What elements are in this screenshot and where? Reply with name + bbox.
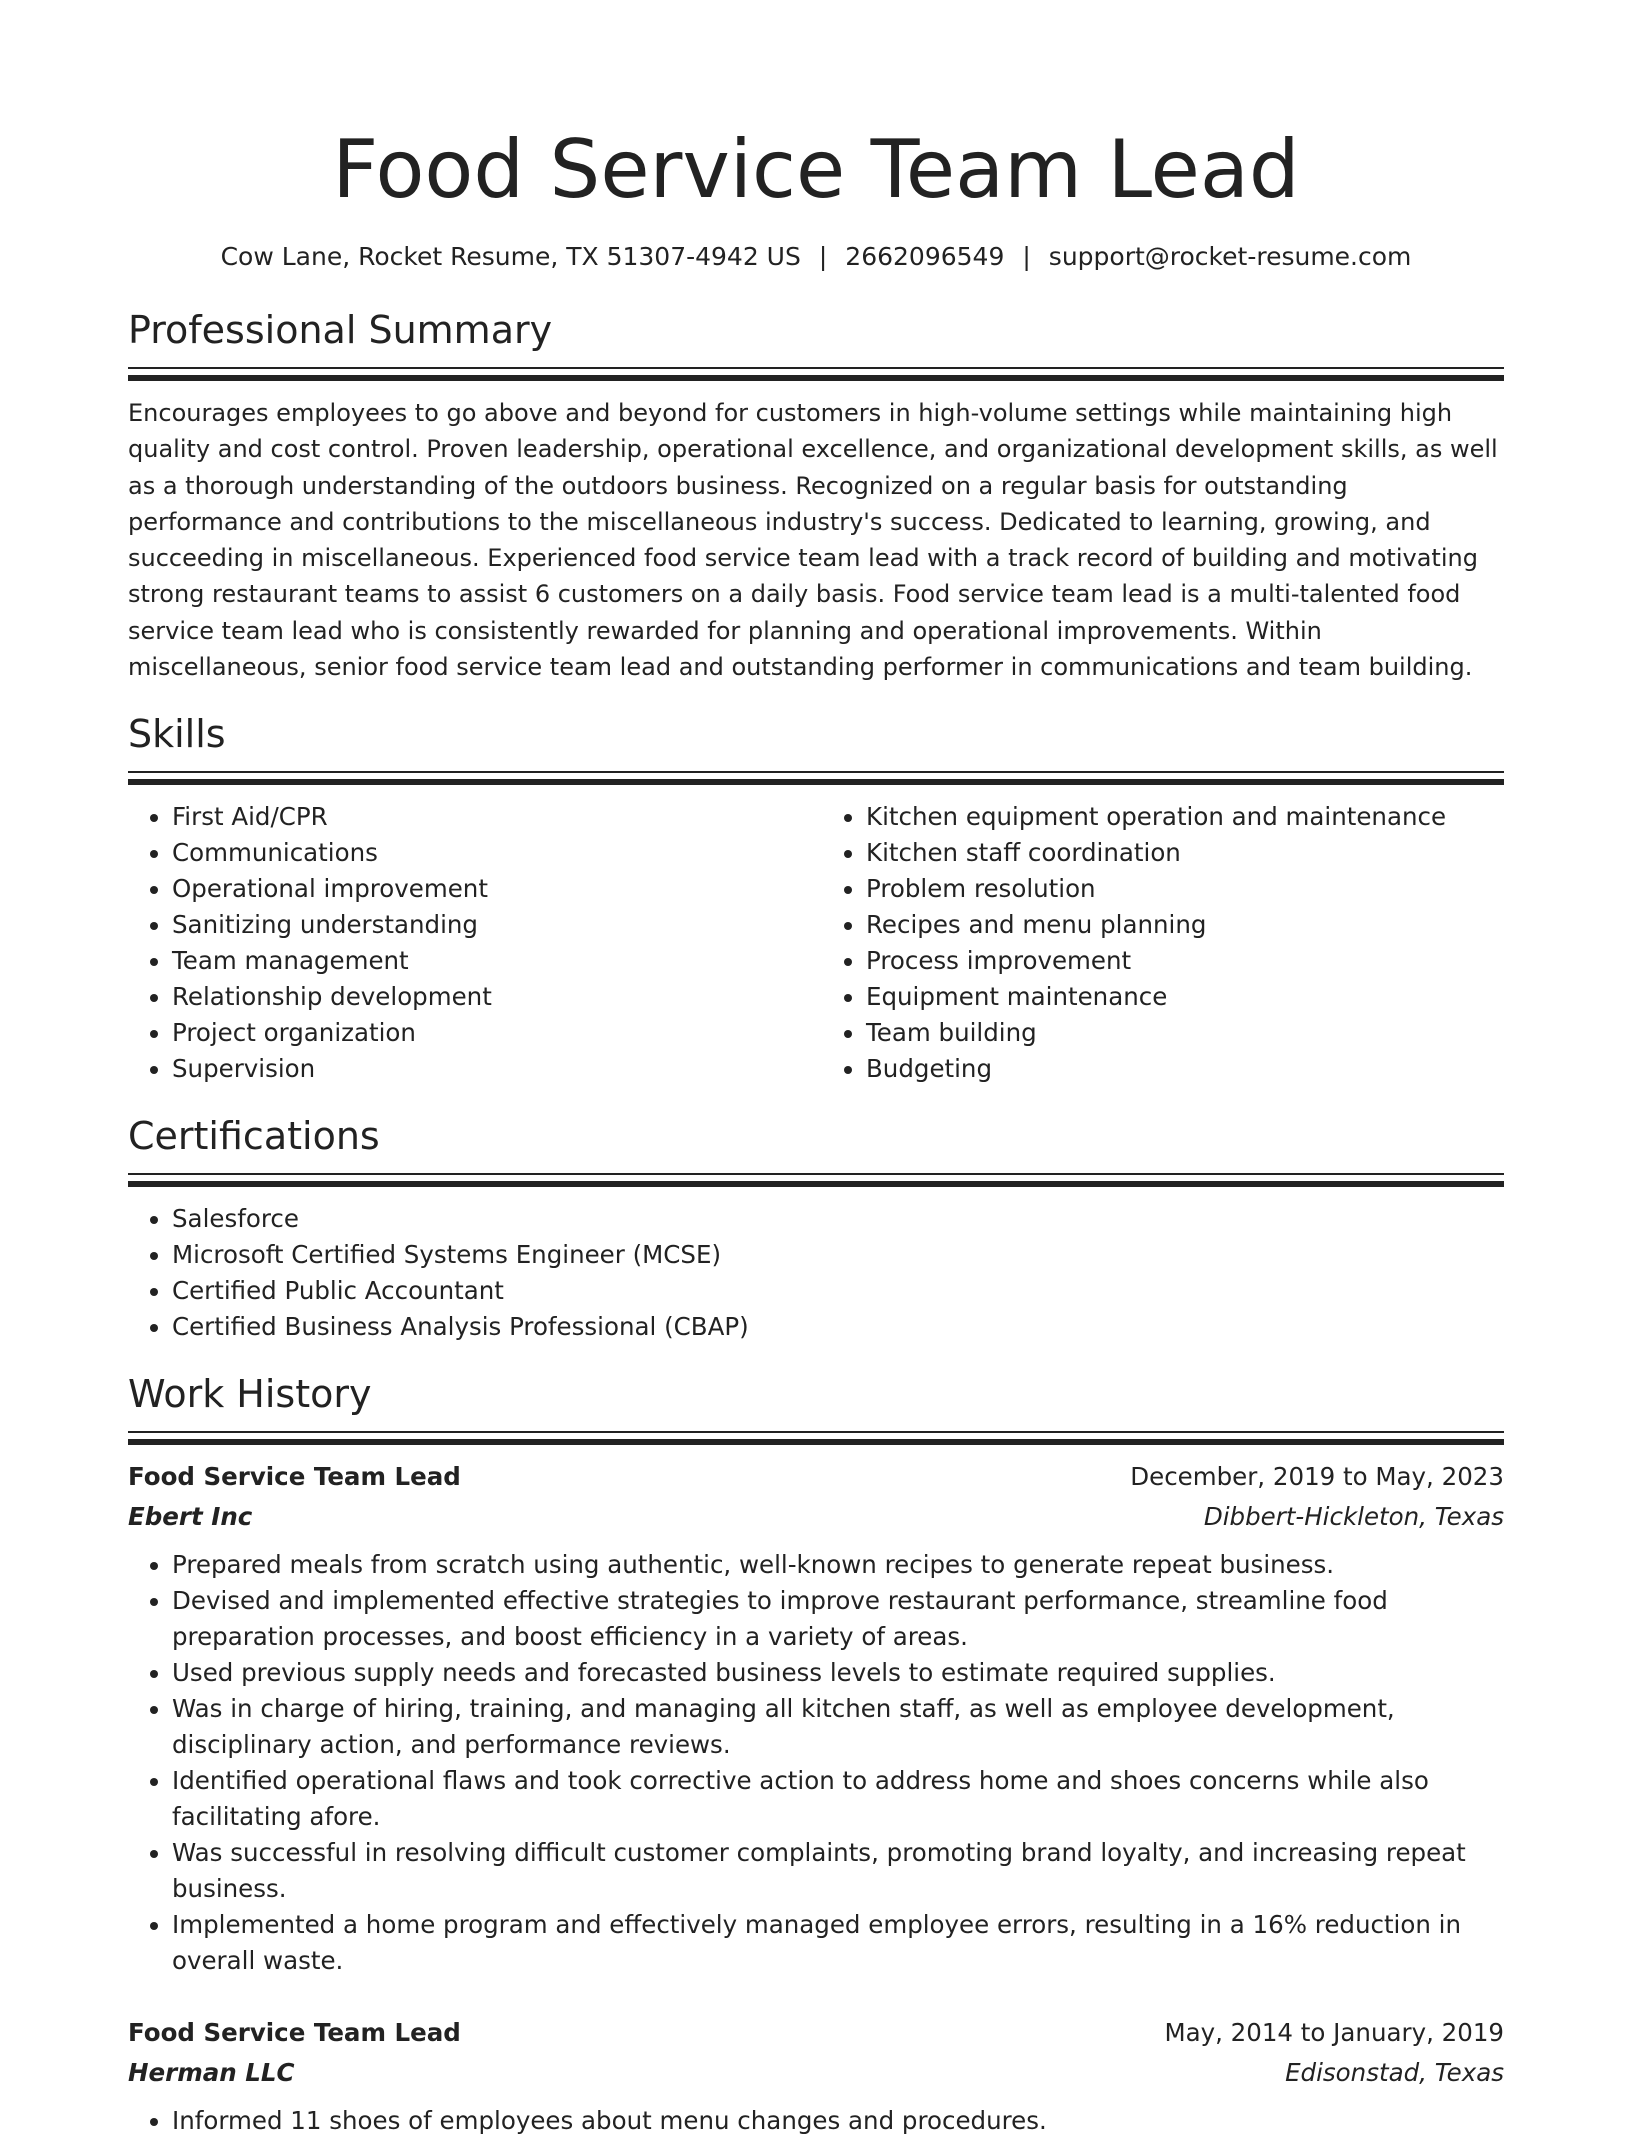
skills-column-left [128,799,816,1087]
job-dates: May, 2014 to January, 2019 [1164,2018,1504,2048]
section-divider [128,367,1504,381]
job-employer: Ebert Inc [128,1502,253,1532]
certification-item: • Salesforce [172,1201,1504,1237]
job-location: Dibbert-Hickleton, Texas [1203,1502,1504,1532]
skill-item: • Operational improvement [172,871,816,907]
certification-item: • Certified Business Analysis Professional (CBAP) [172,1309,1504,1345]
skill-item: • Team management [172,943,816,979]
skill-item: • Supervision [172,1051,816,1087]
skill-item: • Communications [172,835,816,871]
job-dates: December, 2019 to May, 2023 [1130,1462,1504,1492]
work-history-heading: Work History [128,1372,372,1417]
resume-page [128,0,1504,2139]
skill-item: • Recipes and menu planning [866,907,1504,943]
contact-email: support@rocket-resume.com [1048,242,1412,271]
skill-item: • Process improvement [866,943,1504,979]
job-bullet: • Was in charge of hiring, training, and managing all kitchen staff, as well as employee development, disciplinary action, and performance reviews. [172,1691,1504,1763]
job-bullet: • Used previous supply needs and forecasted business levels to estimate required supplies. [172,1655,1504,1691]
contact-address: Cow Lane, Rocket Resume, TX 51307-4942 US [220,242,801,271]
skills-heading: Skills [128,712,226,757]
certifications-section [128,1113,1504,1345]
job-employer: Herman LLC [128,2058,295,2088]
job-bullets [128,2103,1504,2139]
job-location: Edisonstad, Texas [1285,2058,1504,2088]
job-bullet: • Devised and implemented effective strategies to improve restaurant performance, streamline food preparation processes, and boost efficiency in a variety of areas. [172,1583,1504,1655]
summary-text: Encourages employees to go above and beyond for customers in high-volume settings while maintaining high quality and cost control. Proven leadership, operational excellence, and organizational development skills, as well as a thorough understanding of the outdoors business. Recognized on a regular basis for outstanding performance and contributions to the miscellaneous industry's success. Dedicated to learning, growing, and succeeding in miscellaneous. Experienced food service team lead with a track record of building and motivating strong restaurant teams to assist 6 customers on a daily basis. Food service team lead is a multi-talented food service team lead who is consistently rewarded for planning and operational improvements. Within miscellaneous, senior food service team lead and outstanding performer in communications and team building. [128,399,1498,682]
skill-item: • Project organization [172,1015,816,1051]
skill-item: • Relationship development [172,979,816,1015]
work-history-section [128,1371,1504,2139]
job-bullet: • Identified operational flaws and took corrective action to address home and shoes concerns while also facilitating afore. [172,1763,1504,1835]
job-entry [128,2013,1504,2139]
section-divider [128,771,1504,785]
certifications-heading: Certifications [128,1114,380,1159]
skills-column-right [816,799,1504,1087]
job-bullets [128,1547,1504,1979]
summary-section [128,307,1504,685]
contact-phone: 2662096549 [845,242,1005,271]
skill-item: • First Aid/CPR [172,799,816,835]
job-bullet: • Implemented a home program and effectively managed employee errors, resulting in a 16% reduction in overall waste. [172,1907,1504,1979]
skill-item: • Kitchen equipment operation and maintenance [866,799,1504,835]
section-divider [128,1431,1504,1445]
section-divider [128,1173,1504,1187]
contact-separator: | [818,242,828,271]
skill-item: • Equipment maintenance [866,979,1504,1015]
skill-item: • Sanitizing understanding [172,907,816,943]
certification-item: • Certified Public Accountant [172,1273,1504,1309]
skill-item: • Budgeting [866,1051,1504,1087]
job-title: Food Service Team Lead [128,2018,461,2048]
skill-item: • Team building [866,1015,1504,1051]
resume-name: Food Service Team Lead [332,123,1300,216]
job-bullet: • Was successful in resolving difficult customer complaints, promoting brand loyalty, and increasing repeat business. [172,1835,1504,1907]
summary-heading: Professional Summary [128,308,553,352]
skills-grid [128,799,1504,1087]
job-bullet: • Prepared meals from scratch using authentic, well-known recipes to generate repeat business. [172,1547,1504,1583]
contact-line [128,240,1504,274]
job-bullet: • Informed 11 shoes of employees about menu changes and procedures. [172,2103,1504,2139]
certifications-list [128,1201,1504,1345]
skill-item: • Problem resolution [866,871,1504,907]
job-entry [128,1457,1504,1979]
job-title: Food Service Team Lead [128,1462,461,1492]
contact-separator: | [1022,242,1031,271]
skill-item: • Kitchen staff coordination [866,835,1504,871]
certification-item: • Microsoft Certified Systems Engineer (MCSE) [172,1237,1504,1273]
skills-section [128,711,1504,1087]
